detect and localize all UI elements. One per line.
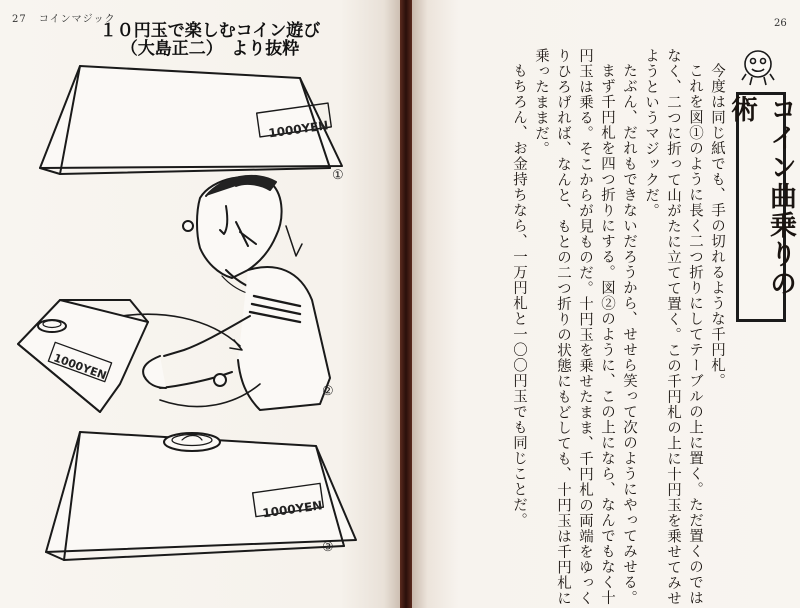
- section-title: コイン曲乗りの術: [726, 95, 796, 298]
- paragraph-3: たぶん、だれもできないだろうから、せせら笑って次のようにやってみせる。: [621, 62, 637, 605]
- paragraph-5: もちろん、お金持ちなら、一万円札と一〇〇円玉でも同じことだ。: [511, 62, 527, 528]
- article-body: [490, 48, 728, 608]
- figure-2-man: [110, 176, 330, 410]
- bill-label-1: 1000YEN: [267, 118, 330, 141]
- paragraph-2: これを図①のように長く二つ折りにしてテーブルの上に置く。ただ置くのではなく、二つに折って山がたに立てて置く。この千円札の上に十円玉を乗せてみせようというマジックだ。: [643, 48, 703, 606]
- bill-label-3: 1000YEN: [261, 498, 324, 521]
- coin-mascot-icon: [738, 44, 778, 88]
- bill-label-2: 1000YEN: [51, 351, 109, 383]
- book-spine: [400, 0, 412, 608]
- left-page-number: 27: [12, 14, 27, 25]
- section-title-box: [726, 92, 796, 322]
- figure-2-folded-bill: [18, 300, 148, 412]
- figure-2-label: ②: [322, 384, 334, 399]
- figure-1-folded-bill: [40, 66, 342, 174]
- paragraph-1: 今度は同じ紙でも、手の切れるような千円札。: [709, 62, 725, 388]
- figure-3-bill-with-coin: [46, 432, 356, 560]
- right-page-number: 26: [774, 18, 787, 29]
- figure-1-label: ①: [332, 168, 344, 183]
- running-head-title: コインマジック: [38, 14, 116, 25]
- caption-line-2: （大島正二） より抜粋: [120, 39, 300, 59]
- caption-line-1: １０円玉で楽しむコイン遊び: [99, 21, 321, 41]
- figure-3-label: ③: [322, 540, 334, 555]
- paragraph-4: まず千円札を四つ折りにする。図②のように、この上になら、なんでもなく十円玉は乗る。そこからが見ものだ。十円玉を乗せたまま、千円札の両端をゆっくりひろげれば、なんと、もとの二つ折りの状態にもどしても、十円玉は千円札に乗ったままだ。: [533, 48, 615, 606]
